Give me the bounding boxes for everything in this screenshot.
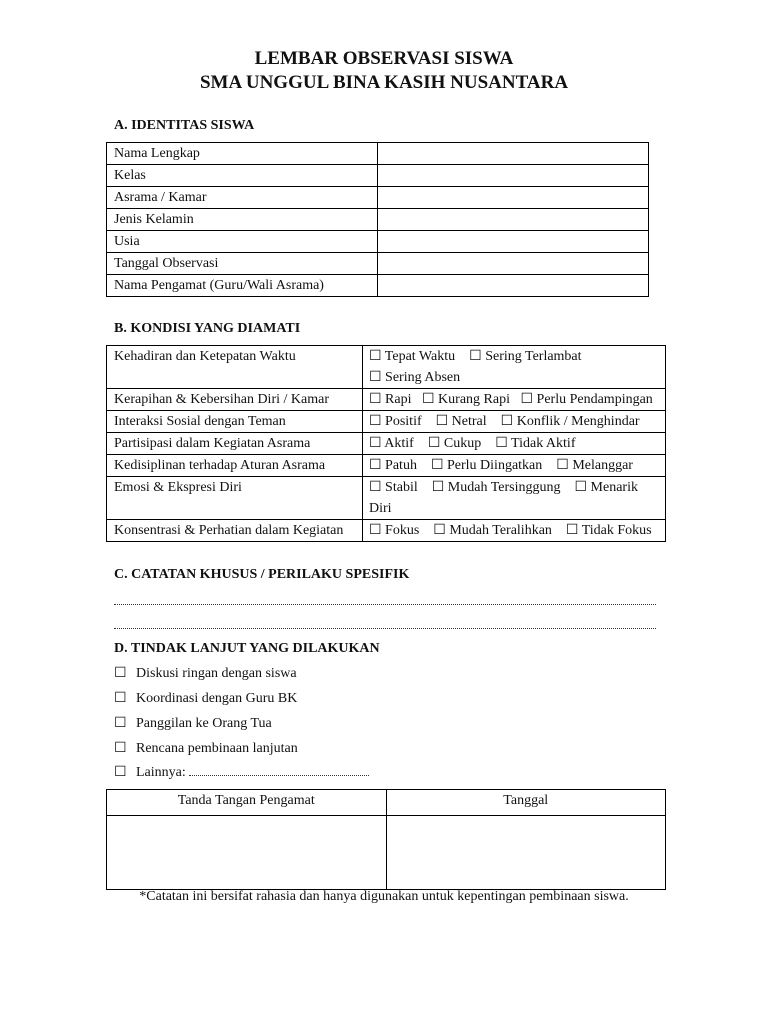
field-label: Kelas (107, 165, 378, 187)
field-value-class[interactable] (378, 165, 649, 187)
followup-item[interactable] (114, 665, 297, 682)
option-checkbox[interactable]: ☐ Netral (435, 414, 487, 429)
table-row (107, 209, 649, 231)
confidentiality-footnote: *Catatan ini bersifat rahasia dan hanya digunakan untuk kepentingan pembinaan siswa. (139, 889, 629, 904)
checkbox-icon[interactable]: ☐ (114, 716, 127, 731)
table-row (107, 187, 649, 209)
option-checkbox[interactable]: ☐ Menarik Diri (369, 480, 638, 516)
condition-options (363, 520, 666, 542)
field-label: Tanggal Observasi (107, 253, 378, 275)
option-checkbox[interactable]: ☐ Sering Absen (369, 370, 461, 385)
option-checkbox[interactable]: ☐ Cukup (427, 436, 482, 451)
notes-line-2[interactable] (114, 627, 656, 629)
field-value-gender[interactable] (378, 209, 649, 231)
table-row (107, 143, 649, 165)
table-row (107, 411, 666, 433)
field-label: Asrama / Kamar (107, 187, 378, 209)
followup-item[interactable] (114, 764, 369, 781)
option-checkbox[interactable]: ☐ Perlu Pendampingan (520, 392, 653, 407)
field-label: Usia (107, 231, 378, 253)
table-row (107, 520, 666, 542)
option-checkbox[interactable]: ☐ Konflik / Menghindar (500, 414, 640, 429)
field-value-name[interactable] (378, 143, 649, 165)
table-row (107, 455, 666, 477)
option-checkbox[interactable]: ☐ Fokus (369, 523, 420, 538)
condition-options (363, 455, 666, 477)
followup-label: Diskusi ringan dengan siswa (136, 666, 297, 681)
option-checkbox[interactable]: ☐ Tidak Aktif (495, 436, 576, 451)
field-label: Nama Pengamat (Guru/Wali Asrama) (107, 275, 378, 297)
option-checkbox[interactable]: ☐ Rapi (369, 392, 412, 407)
field-value-age[interactable] (378, 231, 649, 253)
checkbox-icon[interactable]: ☐ (114, 691, 127, 706)
table-row (107, 165, 649, 187)
table-row (107, 389, 666, 411)
table-row (107, 477, 666, 520)
option-checkbox[interactable]: ☐ Melanggar (556, 458, 633, 473)
condition-label: Kedisiplinan terhadap Aturan Asrama (107, 455, 363, 477)
followup-item[interactable] (114, 715, 272, 732)
checkbox-icon[interactable]: ☐ (114, 741, 127, 756)
followup-item[interactable] (114, 740, 298, 757)
identity-table (106, 142, 649, 297)
signature-header: Tanda Tangan Pengamat (107, 790, 387, 816)
condition-label: Partisipasi dalam Kegiatan Asrama (107, 433, 363, 455)
condition-label: Interaksi Sosial dengan Teman (107, 411, 363, 433)
condition-options (363, 411, 666, 433)
table-row (107, 816, 666, 890)
option-checkbox[interactable]: ☐ Positif (369, 414, 422, 429)
table-row (107, 433, 666, 455)
condition-label: Konsentrasi & Perhatian dalam Kegiatan (107, 520, 363, 542)
option-checkbox[interactable]: ☐ Tepat Waktu (369, 349, 456, 364)
section-b-heading: B. KONDISI YANG DIAMATI (114, 321, 301, 336)
section-d-heading: D. TINDAK LANJUT YANG DILAKUKAN (114, 641, 380, 656)
table-row (107, 253, 649, 275)
followup-label: Rencana pembinaan lanjutan (136, 741, 298, 756)
field-value-dorm[interactable] (378, 187, 649, 209)
conditions-table (106, 345, 666, 542)
option-checkbox[interactable]: ☐ Mudah Teralihkan (433, 523, 552, 538)
option-checkbox[interactable]: ☐ Tidak Fokus (565, 523, 652, 538)
condition-options (363, 433, 666, 455)
date-header: Tanggal (386, 790, 666, 816)
condition-label: Kerapihan & Kebersihan Diri / Kamar (107, 389, 363, 411)
table-row (107, 346, 666, 389)
followup-label: Koordinasi dengan Guru BK (136, 691, 298, 706)
checkbox-icon[interactable]: ☐ (114, 765, 127, 780)
followup-label: Lainnya: (136, 765, 186, 780)
date-field[interactable] (386, 816, 666, 890)
signature-table (106, 789, 666, 890)
option-checkbox[interactable]: ☐ Sering Terlambat (469, 349, 582, 364)
section-a-heading: A. IDENTITAS SISWA (114, 118, 255, 133)
notes-line-1[interactable] (114, 603, 656, 605)
condition-options (363, 346, 666, 389)
field-label: Jenis Kelamin (107, 209, 378, 231)
option-checkbox[interactable]: ☐ Kurang Rapi (422, 392, 510, 407)
school-name: SMA UNGGUL BINA KASIH NUSANTARA (199, 72, 569, 93)
option-checkbox[interactable]: ☐ Stabil (369, 480, 418, 495)
document-title: LEMBAR OBSERVASI SISWA (254, 48, 514, 69)
field-value-date[interactable] (378, 253, 649, 275)
field-value-observer[interactable] (378, 275, 649, 297)
followup-label: Panggilan ke Orang Tua (136, 716, 272, 731)
table-row (107, 275, 649, 297)
option-checkbox[interactable]: ☐ Patuh (369, 458, 417, 473)
option-checkbox[interactable]: ☐ Perlu Diingatkan (430, 458, 543, 473)
section-c-heading: C. CATATAN KHUSUS / PERILAKU SPESIFIK (114, 567, 410, 582)
checkbox-icon[interactable]: ☐ (114, 666, 127, 681)
field-label: Nama Lengkap (107, 143, 378, 165)
condition-options (363, 477, 666, 520)
option-checkbox[interactable]: ☐ Mudah Tersinggung (431, 480, 561, 495)
signature-field[interactable] (107, 816, 387, 890)
followup-item[interactable] (114, 690, 297, 707)
table-row (107, 231, 649, 253)
condition-label: Emosi & Ekspresi Diri (107, 477, 363, 520)
option-checkbox[interactable]: ☐ Aktif (369, 436, 414, 451)
table-row (107, 790, 666, 816)
condition-options (363, 389, 666, 411)
other-input-line[interactable] (189, 774, 369, 776)
condition-label: Kehadiran dan Ketepatan Waktu (107, 346, 363, 389)
